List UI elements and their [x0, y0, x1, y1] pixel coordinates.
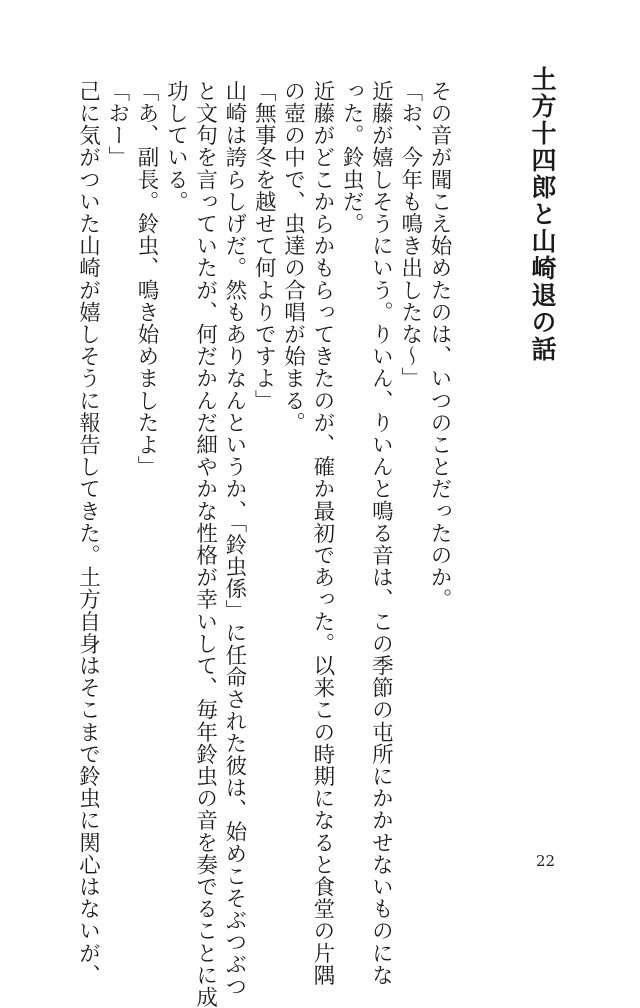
- chapter-title: 土方十四郎と山崎退の話: [528, 66, 557, 363]
- text-line: の壺の中で、虫達の合唱が始まる。: [280, 80, 306, 434]
- text-line: 「お、今年も鳴き出したな〜」: [397, 80, 423, 390]
- text-line: 「あ、副長。鈴虫、鳴き始めましたよ」: [134, 80, 160, 478]
- text-line: 功している。: [163, 80, 189, 213]
- text-line: 「おー」: [104, 80, 130, 169]
- text-line: った。鈴虫だ。: [339, 80, 365, 235]
- text-line: 「無事冬を越せて何よりですよ」: [251, 80, 277, 412]
- page-number: 22: [536, 852, 556, 870]
- text-line: 近藤が嬉しそうにいう。りいん、りいんと鳴る音は、この季節の屯所にかかせないものにな: [368, 80, 394, 987]
- text-line: 己に気がついた山崎が嬉しそうに報告してきた。土方自身はそこまで鈴虫に関心はないが、: [75, 80, 101, 987]
- body-text: [75, 80, 454, 1008]
- text-line: 山崎は誇らしげだ。然もありなんというか、「鈴虫係」に任命された彼は、始めこそぶつぶつ: [221, 80, 247, 998]
- text-line: その音が聞こえ始めたのは、いつのことだったのか。: [427, 80, 452, 611]
- text-line: と文句を言っていたが、何だかんだ細やかな性格が幸いして、毎年鈴虫の音を奏でることに成: [192, 80, 218, 1008]
- text-line: 近藤がどこからかもらってきたのが、確か最初であった。以来この時期になると食堂の片隅: [309, 80, 335, 987]
